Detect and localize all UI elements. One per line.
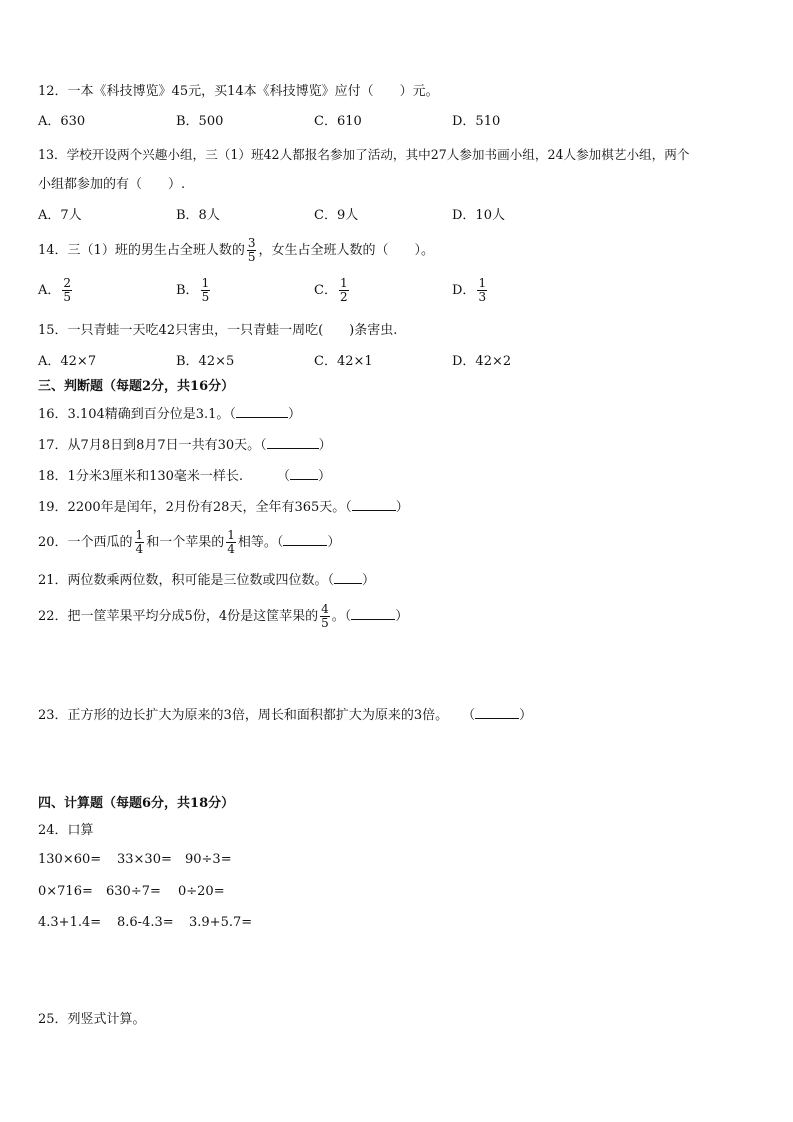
q21-close: ） xyxy=(362,573,376,588)
q23-open: （ xyxy=(462,708,476,723)
option-label: C． xyxy=(314,283,337,298)
fraction-numerator: 1 xyxy=(135,528,144,542)
calc-item: 630÷7= xyxy=(106,884,161,899)
answer-blank[interactable] xyxy=(351,607,395,620)
question-24-title: 24．口算 xyxy=(38,823,94,838)
option-label: A． xyxy=(38,283,61,298)
fraction-denominator: 5 xyxy=(321,616,329,630)
q19-close: ） xyxy=(395,500,409,515)
calc-item: 0÷20= xyxy=(178,884,225,899)
option-fraction xyxy=(339,277,349,304)
q15-option-b: B．42×5 xyxy=(176,354,235,369)
q12-option-c: C．610 xyxy=(314,114,362,129)
q15-option-a: A．42×7 xyxy=(38,354,97,369)
fraction-numerator: 4 xyxy=(321,602,329,616)
calc-item: 4.3+1.4= xyxy=(38,915,102,930)
question-21 xyxy=(38,571,375,590)
option-label: B． xyxy=(176,283,199,298)
question-18 xyxy=(38,467,331,486)
q22-after: 。（ xyxy=(331,609,352,624)
answer-blank[interactable] xyxy=(267,436,319,449)
option-fraction xyxy=(477,277,487,304)
option-fraction xyxy=(62,277,72,304)
answer-blank[interactable] xyxy=(334,571,362,584)
q14-stem-before: 14．三（1）班的男生占全班人数的 xyxy=(38,243,245,258)
question-14-stem xyxy=(38,236,434,266)
question-15-stem: 15．一只青蛙一天吃42只害虫，一只青蛙一周吃( )条害虫. xyxy=(38,323,398,338)
q22-before: 22．把一筐苹果平均分成5份，4份是这筐苹果的 xyxy=(38,609,319,624)
q21-text: 21．两位数乘两位数，积可能是三位数或四位数。（ xyxy=(38,573,335,588)
q17-text: 17．从7月8日到8月7日一共有30天。（ xyxy=(38,438,267,453)
q22-fraction xyxy=(320,603,330,630)
option-fraction xyxy=(201,277,211,304)
q14-stem-after: ，女生占全班人数的（ ）。 xyxy=(258,243,434,258)
q18-open: （ xyxy=(277,469,291,484)
calc-item: 33×30= xyxy=(117,852,172,867)
option-label: D． xyxy=(452,283,476,298)
q20-fraction-2 xyxy=(226,529,236,556)
fraction-numerator: 1 xyxy=(478,276,487,290)
section-4-title: 四、计算题（每题6分，共18分） xyxy=(38,796,235,811)
q14-option-d xyxy=(452,276,489,306)
calc-item: 90÷3= xyxy=(185,852,232,867)
q19-text: 19．2200年是闰年，2月份有28天，全年有365天。（ xyxy=(38,500,352,515)
q13-option-a: A．7人 xyxy=(38,208,82,223)
q12-option-b: B．500 xyxy=(176,114,224,129)
q20-close: ） xyxy=(327,535,341,550)
answer-blank[interactable] xyxy=(352,498,396,511)
fraction-denominator: 5 xyxy=(63,290,72,304)
q15-option-c: C．42×1 xyxy=(314,354,373,369)
q20-fraction-1 xyxy=(135,529,145,556)
question-12-stem: 12．一本《科技博览》45元，买14本《科技博览》应付（ ）元。 xyxy=(38,84,439,99)
q14-option-a xyxy=(38,276,74,306)
fraction-numerator: 1 xyxy=(339,276,348,290)
question-13-stem-line2: 小组都参加的有（ ）. xyxy=(38,177,186,192)
q12-option-d: D．510 xyxy=(452,114,501,129)
fraction-denominator: 5 xyxy=(201,290,210,304)
fraction-denominator: 4 xyxy=(135,542,144,556)
fraction-numerator: 1 xyxy=(227,528,235,542)
q13-option-b: B．8人 xyxy=(176,208,220,223)
calc-item: 3.9+5.7= xyxy=(189,915,253,930)
answer-blank[interactable] xyxy=(475,706,519,719)
q14-stem-fraction xyxy=(247,237,257,264)
fraction-denominator: 4 xyxy=(227,542,235,556)
question-23 xyxy=(38,706,532,725)
q18-text: 18．1分米3厘米和130毫米一样长. xyxy=(38,469,244,484)
question-22 xyxy=(38,602,408,632)
calc-item: 0×716= xyxy=(38,884,93,899)
q20-after: 相等。（ xyxy=(237,535,284,550)
q12-option-a: A．630 xyxy=(38,114,86,129)
question-17 xyxy=(38,436,332,455)
answer-blank[interactable] xyxy=(236,405,288,418)
fraction-numerator: 1 xyxy=(201,276,210,290)
q14-option-b xyxy=(176,276,212,306)
q23-text: 23．正方形的边长扩大为原来的3倍，周长和面积都扩大为原来的3倍。 xyxy=(38,708,449,723)
question-19 xyxy=(38,498,409,517)
q13-option-d: D．10人 xyxy=(452,208,505,223)
q23-close: ） xyxy=(519,708,533,723)
q17-close: ） xyxy=(318,438,332,453)
q20-before: 20．一个西瓜的 xyxy=(38,535,133,550)
calc-item: 8.6-4.3= xyxy=(117,915,174,930)
calc-item: 130×60= xyxy=(38,852,102,867)
fraction-numerator: 3 xyxy=(247,236,256,250)
fraction-denominator: 3 xyxy=(478,290,487,304)
question-25-title: 25．列竖式计算。 xyxy=(38,1012,146,1027)
question-20 xyxy=(38,528,340,558)
q20-middle: 和一个苹果的 xyxy=(146,535,225,550)
q22-close: ） xyxy=(395,609,409,624)
fraction-numerator: 2 xyxy=(63,276,72,290)
q18-close: ） xyxy=(318,469,332,484)
q15-option-d: D．42×2 xyxy=(452,354,512,369)
question-13-stem-line1: 13．学校开设两个兴趣小组，三（1）班42人都报名参加了活动，其中27人参加书画小组，24人参加棋艺小组，两个 xyxy=(38,147,690,162)
q16-text: 16．3.104精确到百分位是3.1。（ xyxy=(38,407,236,422)
q13-option-c: C．9人 xyxy=(314,208,359,223)
question-16 xyxy=(38,405,301,424)
answer-blank[interactable] xyxy=(283,533,327,546)
q14-option-c xyxy=(314,276,351,306)
fraction-denominator: 2 xyxy=(339,290,348,304)
section-3-title: 三、判断题（每题2分，共16分） xyxy=(38,379,235,394)
q16-close: ） xyxy=(287,407,301,422)
answer-blank[interactable] xyxy=(290,467,318,480)
fraction-denominator: 5 xyxy=(247,250,256,264)
